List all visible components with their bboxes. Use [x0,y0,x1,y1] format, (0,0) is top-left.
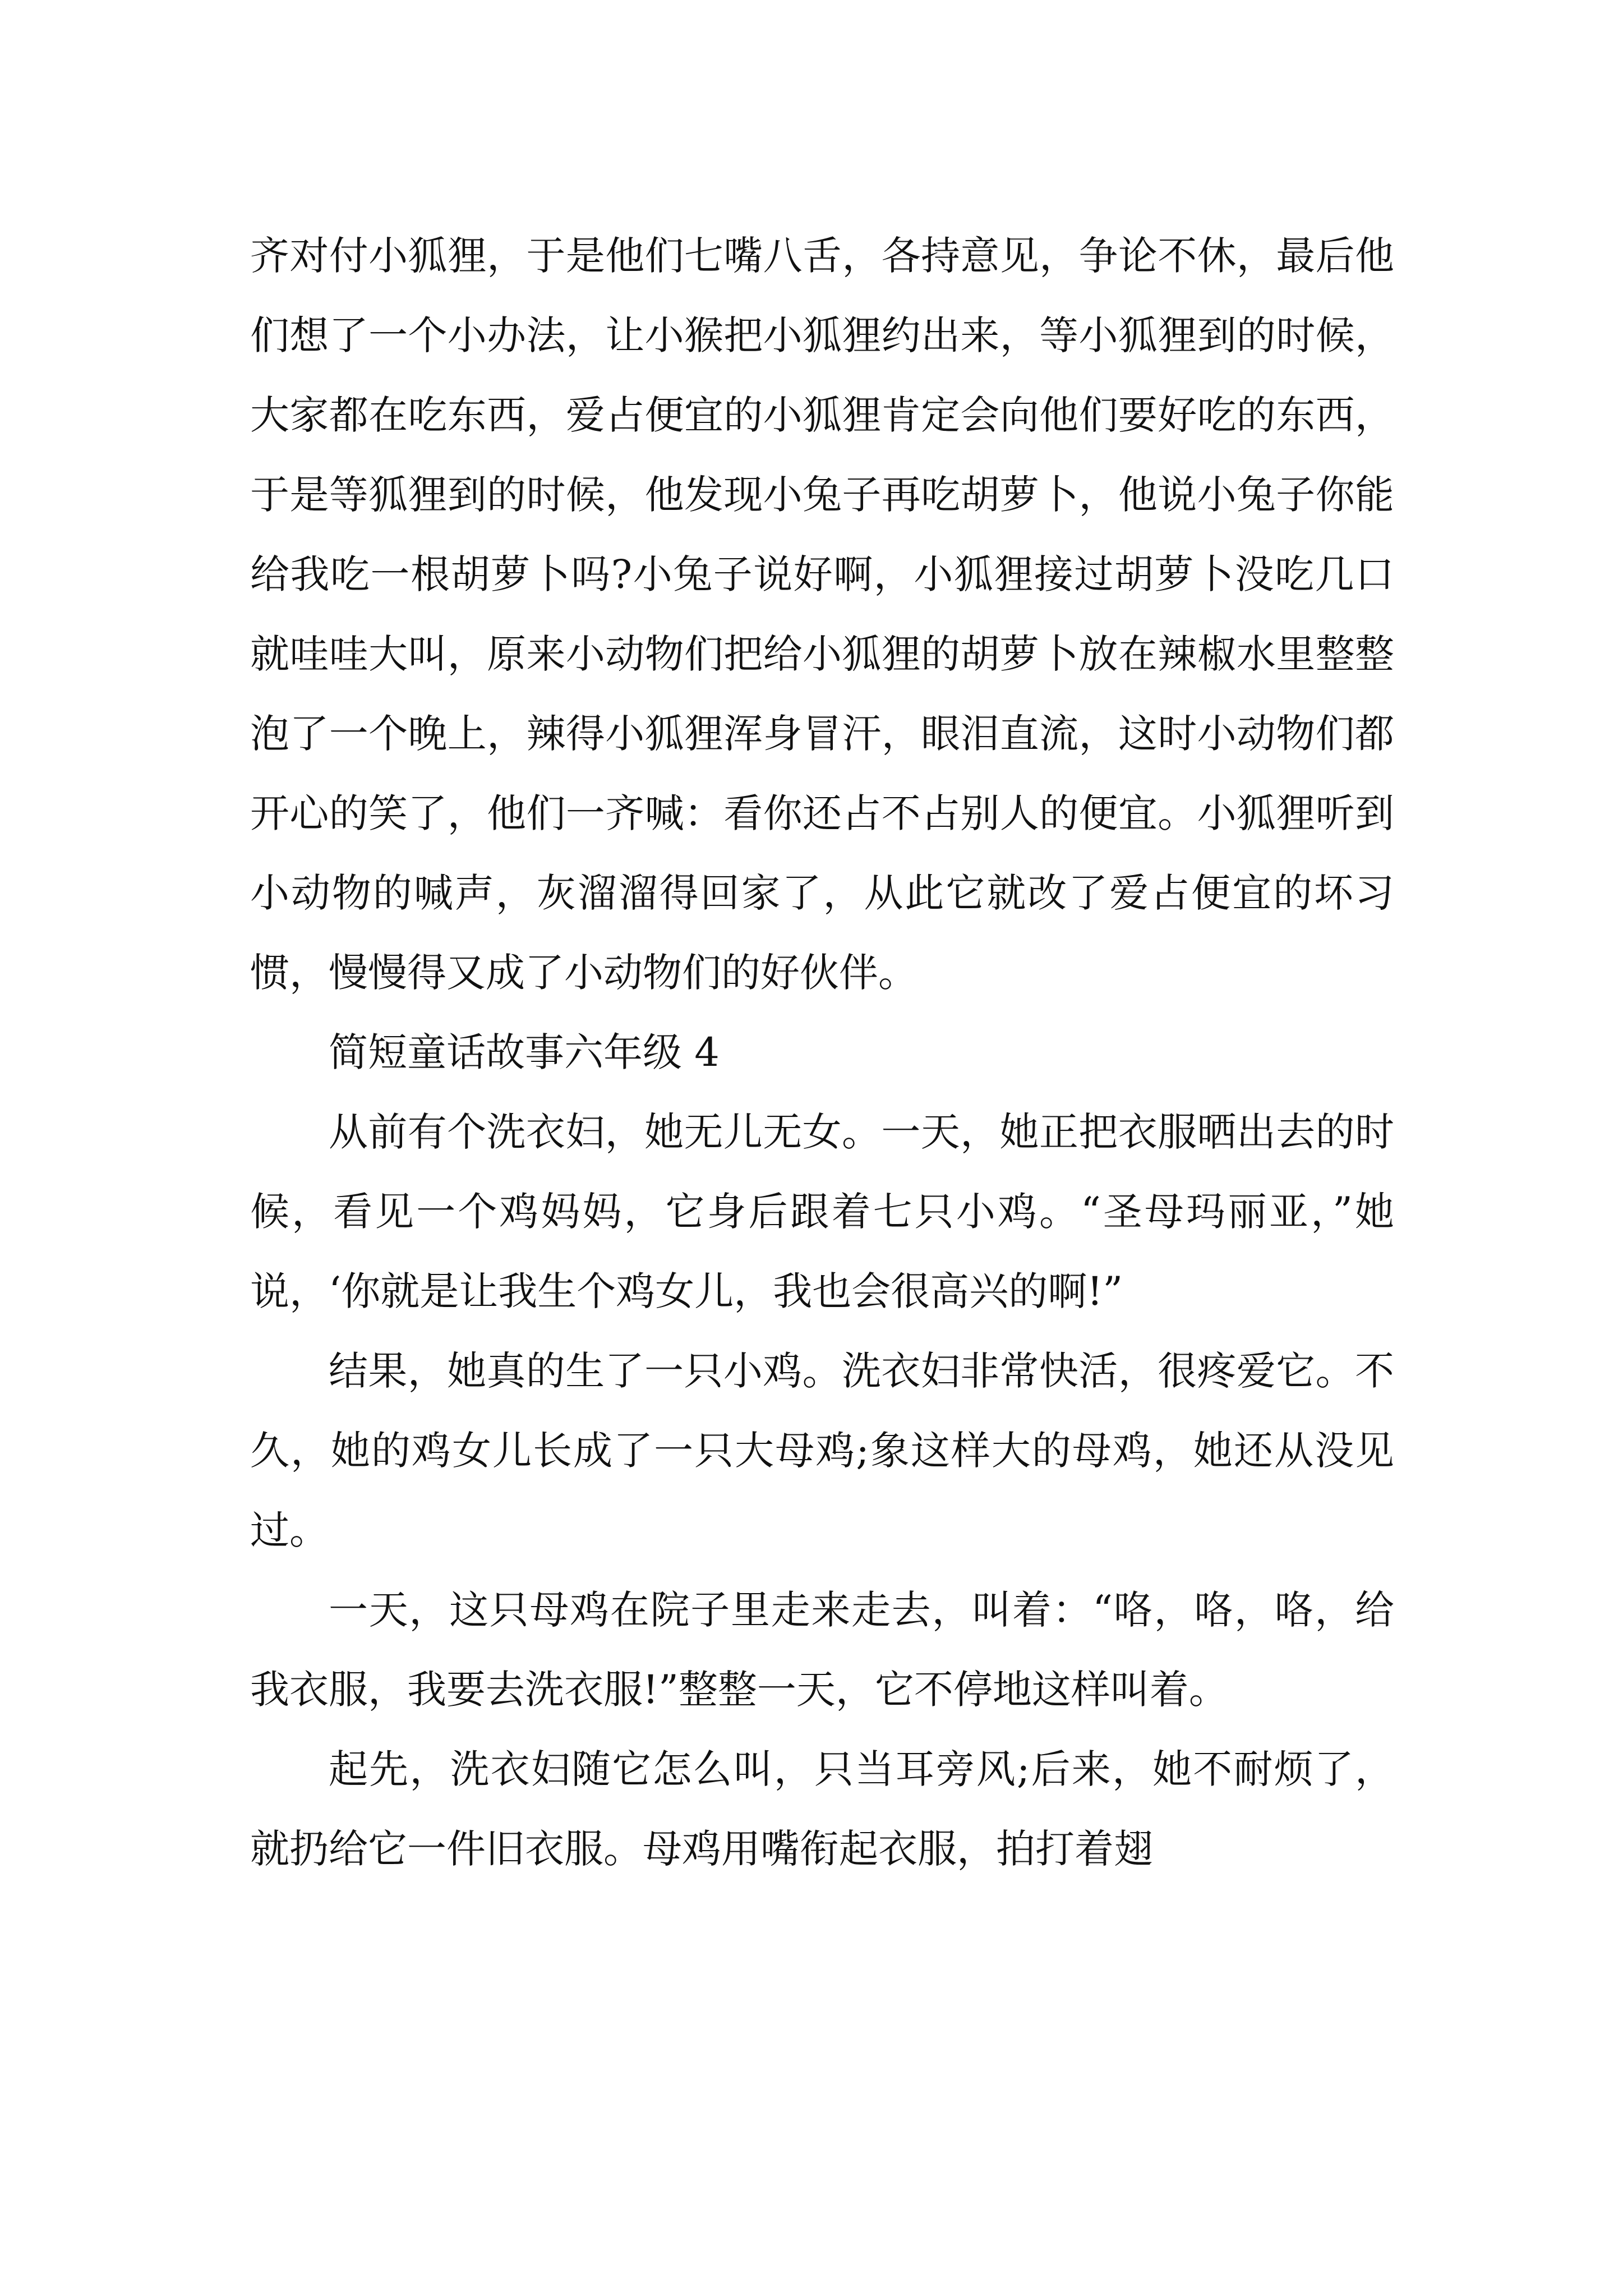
section-heading: 简短童话故事六年级 4 [329,1029,720,1075]
body-text [250,216,1394,1889]
paragraph-hen-calling: 一天，这只母鸡在院子里走来走去，叫着：“咯，咯，咯，给我衣服，我要去洗衣服!”整整一天，它不停地这样叫着。 [250,1587,1394,1713]
paragraph-washerwoman-intro: 从前有个洗衣妇，她无儿无女。一天，她正把衣服晒出去的时候，看见一个鸡妈妈，它身后跟着七只小鸡。“圣母玛丽亚，”她说，‘你就是让我生个鸡女儿，我也会很高兴的啊!” [250,1109,1394,1314]
paragraph-fox-story-ending: 齐对付小狐狸，于是他们七嘴八舌，各持意见，争论不休，最后他们想了一个小办法，让小猴把小狐狸约出来，等小狐狸到的时候，大家都在吃东西，爱占便宜的小狐狸肯定会向他们要好吃的东西，于是等狐狸到的时候，他发现小兔子再吃胡萝卜，他说小兔子你能给我吃一根胡萝卜吗?小兔子说好啊，小狐狸接过胡萝卜没吃几口就哇哇大叫，原来小动物们把给小狐狸的胡萝卜放在辣椒水里整整泡了一个晚上，辣得小狐狸浑身冒汗，眼泪直流，这时小动物们都开心的笑了，他们一齐喊：看你还占不占别人的便宜。小狐狸听到小动物的喊声，灰溜溜得回家了，从此它就改了爱占便宜的坏习惯，慢慢得又成了小动物们的好伙伴。 [250,233,1394,996]
paragraph-old-clothes: 起先，洗衣妇随它怎么叫，只当耳旁风;后来，她不耐烦了，就扔给它一件旧衣服。母鸡用嘴衔起衣服，拍打着翅 [250,1746,1394,1872]
paragraph-hen-daughter: 结果，她真的生了一只小鸡。洗衣妇非常快活，很疼爱它。不久，她的鸡女儿长成了一只大母鸡;象这样大的母鸡，她还从没见过。 [250,1348,1394,1553]
